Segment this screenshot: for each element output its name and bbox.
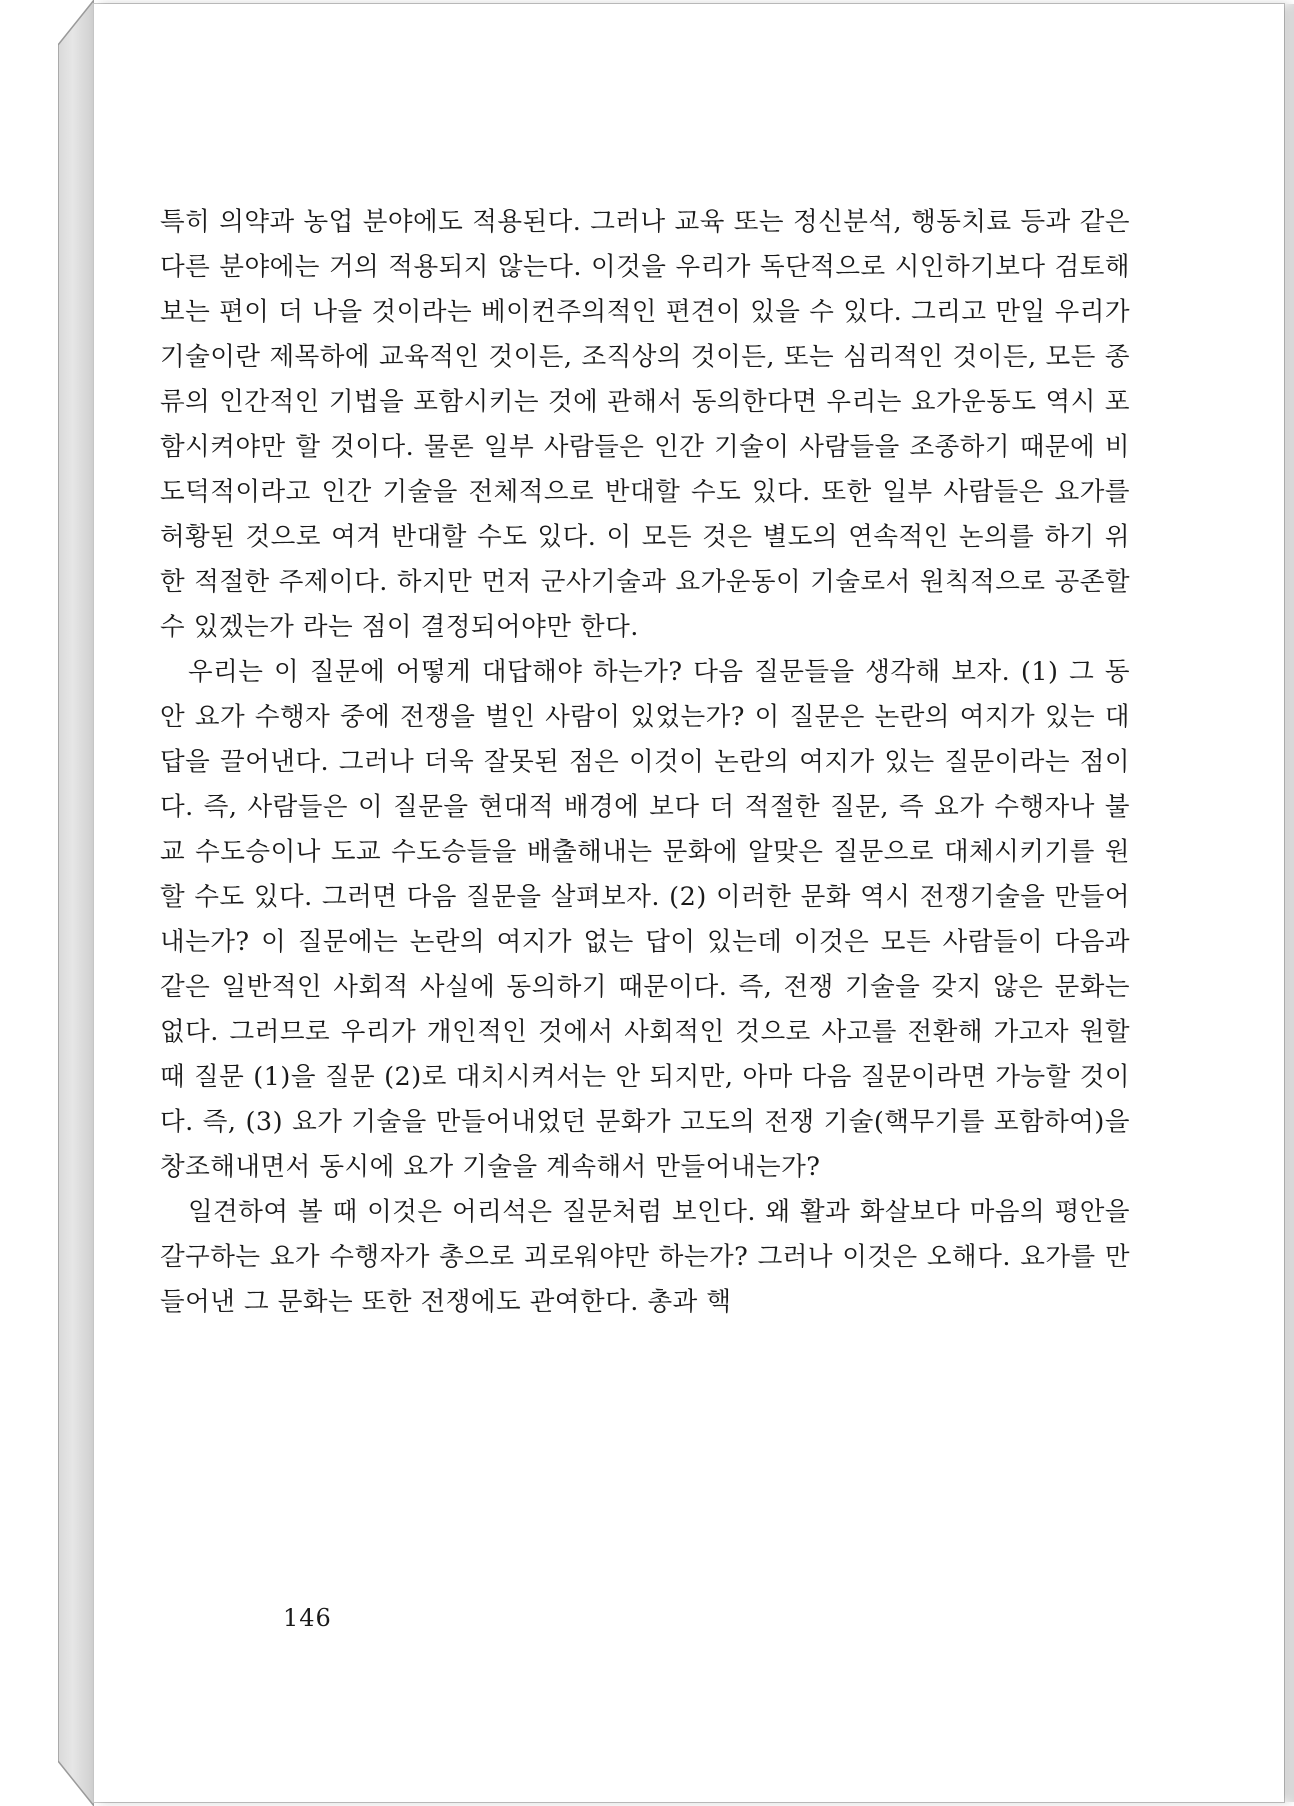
paragraph-1: 특히 의약과 농업 분야에도 적용된다. 그러나 교육 또는 정신분석, 행동치료 등과 같은 다른 분야에는 거의 적용되지 않는다. 이것을 우리가 독단적으로 시인하기보다 검토해 보는 편이 더 나을 것이라는 베이컨주의적인 편견이 있을 수 있다. 그리고 만일 우리가 기술이란 제목하에 교육적인 것이든, 조직상의 것이든, 또는 심리적인 것이든, 모든 종류의 인간적인 기법을 포함시키는 것에 관해서 동의한다면 우리는 요가운동도 역시 포함시켜야만 할 것이다. 물론 일부 사람들은 인간 기술이 사람들을 조종하기 때문에 비도덕적이라고 인간 기술을 전체적으로 반대할 수도 있다. 또한 일부 사람들은 요가를 허황된 것으로 여겨 반대할 수도 있다. 이 모든 것은 별도의 연속적인 논의를 하기 위한 적절한 주제이다. 하지만 먼저 군사기술과 요가운동이 기술로서 원칙적으로 공존할 수 있겠는가 라는 점이 결정되어야만 한다. [160,207,1130,642]
body-text [160,200,1130,1325]
page-number: 146 [283,1604,332,1632]
paragraph-2: 우리는 이 질문에 어떻게 대답해야 하는가? 다음 질문들을 생각해 보자. (1) 그 동안 요가 수행자 중에 전쟁을 벌인 사람이 있었는가? 이 질문은 논란의 여지가 있는 대답을 끌어낸다. 그러나 더욱 잘못된 점은 이것이 논란의 여지가 있는 질문이라는 점이다. 즉, 사람들은 이 질문을 현대적 배경에 보다 더 적절한 질문, 즉 요가 수행자나 불교 수도승이나 도교 수도승들을 배출해내는 문화에 알맞은 질문으로 대체시키기를 원할 수도 있다. 그러면 다음 질문을 살펴보자. (2) 이러한 문화 역시 전쟁기술을 만들어내는가? 이 질문에는 논란의 여지가 없는 답이 있는데 이것은 모든 사람들이 다음과 같은 일반적인 사회적 사실에 동의하기 때문이다. 즉, 전쟁 기술을 갖지 않은 문화는 없다. 그러므로 우리가 개인적인 것에서 사회적인 것으로 사고를 전환해 가고자 원할 때 질문 (1)을 질문 (2)로 대치시켜서는 안 되지만, 아마 다음 질문이라면 가능할 것이다. 즉, (3) 요가 기술을 만들어내었던 문화가 고도의 전쟁 기술(핵무기를 포함하여)을 창조해내면서 동시에 요가 기술을 계속해서 만들어내는가? [160,657,1130,1182]
page-shadow [1284,4,1294,1802]
book-spine-edge [58,0,94,1806]
paragraph-3: 일견하여 볼 때 이것은 어리석은 질문처럼 보인다. 왜 활과 화살보다 마음의 평안을 갈구하는 요가 수행자가 총으로 괴로워야만 하는가? 그러나 이것은 오해다. 요가를 만들어낸 그 문화는 또한 전쟁에도 관여한다. 총과 핵 [160,1197,1130,1317]
